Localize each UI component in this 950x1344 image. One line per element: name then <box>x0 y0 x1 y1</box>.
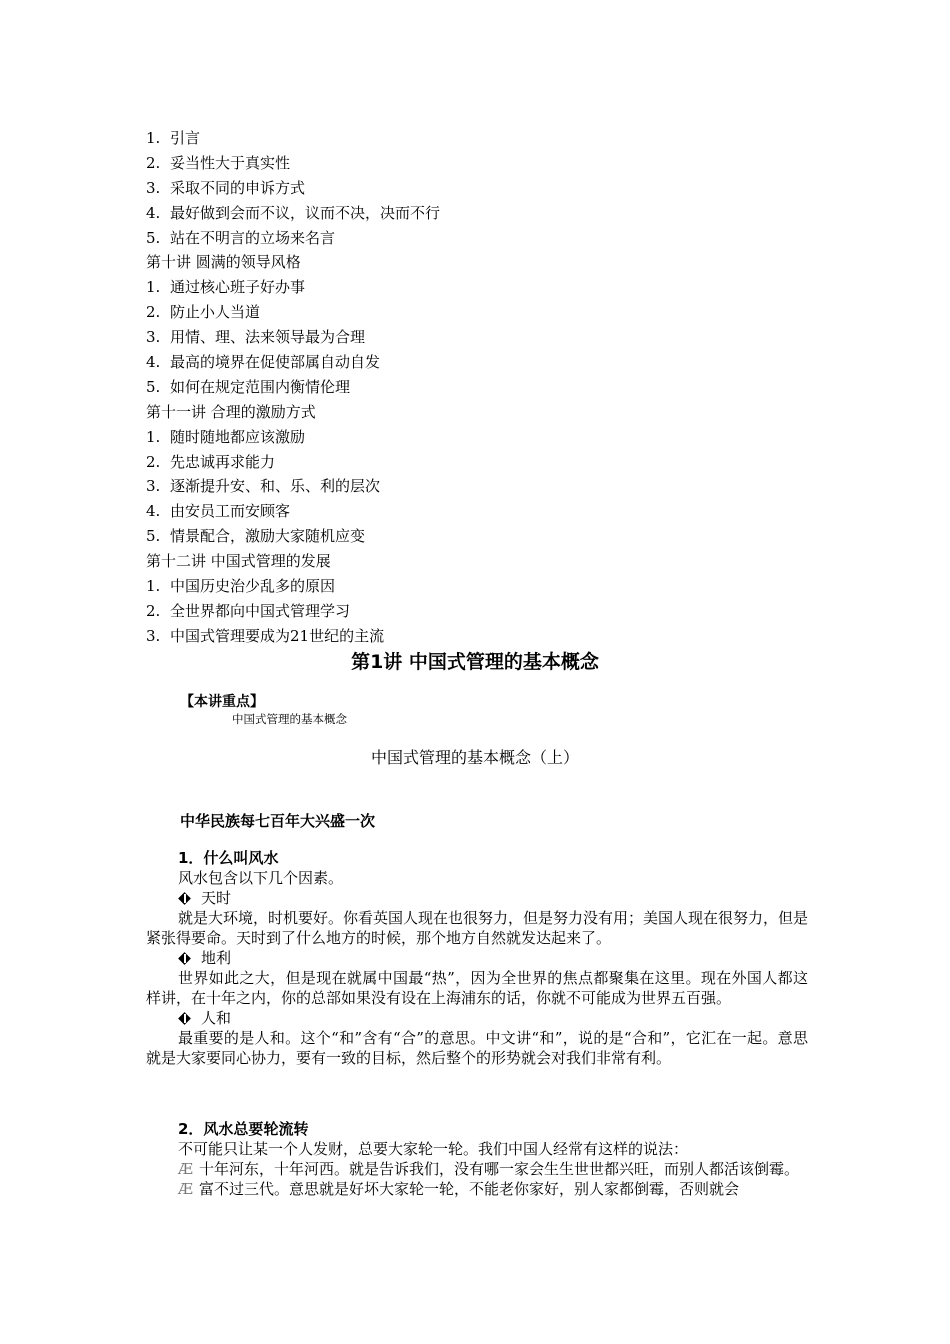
ae-bullet-symbol: Æ <box>178 1160 194 1178</box>
toc-text: 防止小人当道 <box>170 303 261 322</box>
toc-line <box>146 300 846 325</box>
toc-line <box>146 151 846 176</box>
toc-text: 中国式管理要成为21世纪的主流 <box>170 626 385 645</box>
section-1 <box>146 848 808 1068</box>
key-points-label: 【本讲重点】 <box>180 694 264 710</box>
toc-number: 1. <box>146 278 161 297</box>
key-points-text: 中国式管理的基本概念 <box>232 712 347 726</box>
bullet-item <box>146 888 808 908</box>
ae-bullet-paragraph <box>146 1179 808 1199</box>
toc-number: 5. <box>146 228 161 247</box>
toc-number: 3. <box>146 626 161 645</box>
bullet-item <box>146 948 808 968</box>
toc-line <box>146 499 846 524</box>
ae-bullet-text: 富不过三代。意思就是好坏大家轮一轮，不能老你家好，别人家都倒霉，否则就会 <box>199 1180 740 1198</box>
toc-number: 3. <box>146 328 161 347</box>
toc-number: 2. <box>146 303 161 322</box>
toc-text: 中国历史治少乱多的原因 <box>170 577 336 596</box>
sub-heading: 中华民族每七百年大兴盛一次 <box>180 812 376 830</box>
toc-text: 第十讲 圆满的领导风格 <box>146 253 301 272</box>
toc-text: 通过核心班子好办事 <box>170 278 306 297</box>
ae-bullet-symbol: Æ <box>178 1180 194 1198</box>
toc-line <box>146 126 846 151</box>
toc-text: 妥当性大于真实性 <box>170 153 291 172</box>
bullet-paragraph: 就是大环境，时机要好。你看英国人现在也很努力，但是努力没有用；美国人现在很努力，但是紧张得要命。天时到了什么地方的时候，那个地方自然就发达起来了。 <box>146 909 809 947</box>
table-of-contents <box>146 126 846 649</box>
toc-line <box>146 450 846 475</box>
section-2 <box>146 1119 808 1199</box>
diamond-bullet-icon <box>178 952 191 965</box>
bullet-label: 人和 <box>201 1009 232 1027</box>
bullet-paragraph: 世界如此之大，但是现在就属中国最“热”，因为全世界的焦点都聚集在这里。现在外国人都这样讲，在十年之内，你的总部如果没有设在上海浦东的话，你就不可能成为世界五百强。 <box>146 969 808 1007</box>
toc-number: 4. <box>146 353 161 372</box>
ae-bullet-paragraph <box>146 1159 808 1179</box>
toc-chapter-heading <box>146 250 846 275</box>
toc-line <box>146 425 846 450</box>
toc-text: 全世界都向中国式管理学习 <box>170 601 351 620</box>
toc-text: 采取不同的申诉方式 <box>170 178 306 197</box>
toc-text: 逐渐提升安、和、乐、利的层次 <box>170 477 381 496</box>
toc-line <box>146 474 846 499</box>
toc-line <box>146 176 846 201</box>
toc-line <box>146 325 846 350</box>
diamond-bullet-icon <box>178 892 191 905</box>
toc-line <box>146 375 846 400</box>
toc-text: 最高的境界在促使部属自动自发 <box>170 353 381 372</box>
toc-number: 1. <box>146 129 161 147</box>
toc-text: 情景配合，激励大家随机应变 <box>170 527 366 546</box>
lecture-title: 第1讲 中国式管理的基本概念 <box>351 651 599 673</box>
toc-line <box>146 574 846 599</box>
section-1-intro: 风水包含以下几个因素。 <box>178 869 344 887</box>
toc-text: 站在不明言的立场来名言 <box>170 228 336 247</box>
toc-line <box>146 624 846 649</box>
toc-text: 引言 <box>170 129 201 147</box>
toc-number: 4. <box>146 502 161 521</box>
bullet-label: 地利 <box>201 949 232 967</box>
section-title: 中国式管理的基本概念（上） <box>370 748 579 767</box>
toc-number: 2. <box>146 601 161 620</box>
toc-text: 先忠诚再求能力 <box>170 452 276 471</box>
toc-text: 如何在规定范围内衡情伦理 <box>170 377 351 396</box>
toc-line <box>146 226 846 251</box>
section-1-heading: 1．什么叫风水 <box>178 849 279 867</box>
toc-number: 3. <box>146 178 161 197</box>
toc-line <box>146 350 846 375</box>
bullet-paragraph: 最重要的是人和。这个“和”含有“合”的意思。中文讲“和”，说的是“合和”，它汇在一起。意思就是大家要同心协力，要有一致的目标，然后整个的形势就会对我们非常有利。 <box>146 1029 808 1067</box>
section-2-intro: 不可能只让某一个人发财，总要大家轮一轮。我们中国人经常有这样的说法： <box>178 1140 689 1158</box>
toc-number: 2. <box>146 153 161 172</box>
section-2-heading: 2．风水总要轮流转 <box>178 1120 309 1138</box>
toc-line <box>146 275 846 300</box>
toc-line <box>146 524 846 549</box>
toc-text: 最好做到会而不议，议而不决，决而不行 <box>170 203 441 222</box>
bullet-item <box>146 1008 808 1028</box>
toc-line <box>146 201 846 226</box>
toc-number: 3. <box>146 477 161 496</box>
toc-text: 第十一讲 合理的激励方式 <box>146 402 316 421</box>
toc-text: 由安员工而安顾客 <box>170 502 291 521</box>
toc-number: 4. <box>146 203 161 222</box>
toc-number: 2. <box>146 452 161 471</box>
diamond-bullet-icon <box>178 1012 191 1025</box>
ae-bullet-text: 十年河东，十年河西。就是告诉我们，没有哪一家会生生世世都兴旺，而别人都活该倒霉。 <box>199 1160 800 1178</box>
toc-chapter-heading <box>146 549 846 574</box>
toc-text: 第十二讲 中国式管理的发展 <box>146 552 331 571</box>
toc-number: 5. <box>146 377 161 396</box>
toc-number: 1. <box>146 577 161 596</box>
toc-chapter-heading <box>146 400 846 425</box>
toc-text: 随时随地都应该激励 <box>170 427 306 446</box>
toc-line <box>146 599 846 624</box>
toc-number: 1. <box>146 427 161 446</box>
toc-number: 5. <box>146 527 161 546</box>
toc-text: 用情、理、法来领导最为合理 <box>170 328 366 347</box>
bullet-label: 天时 <box>201 889 232 907</box>
